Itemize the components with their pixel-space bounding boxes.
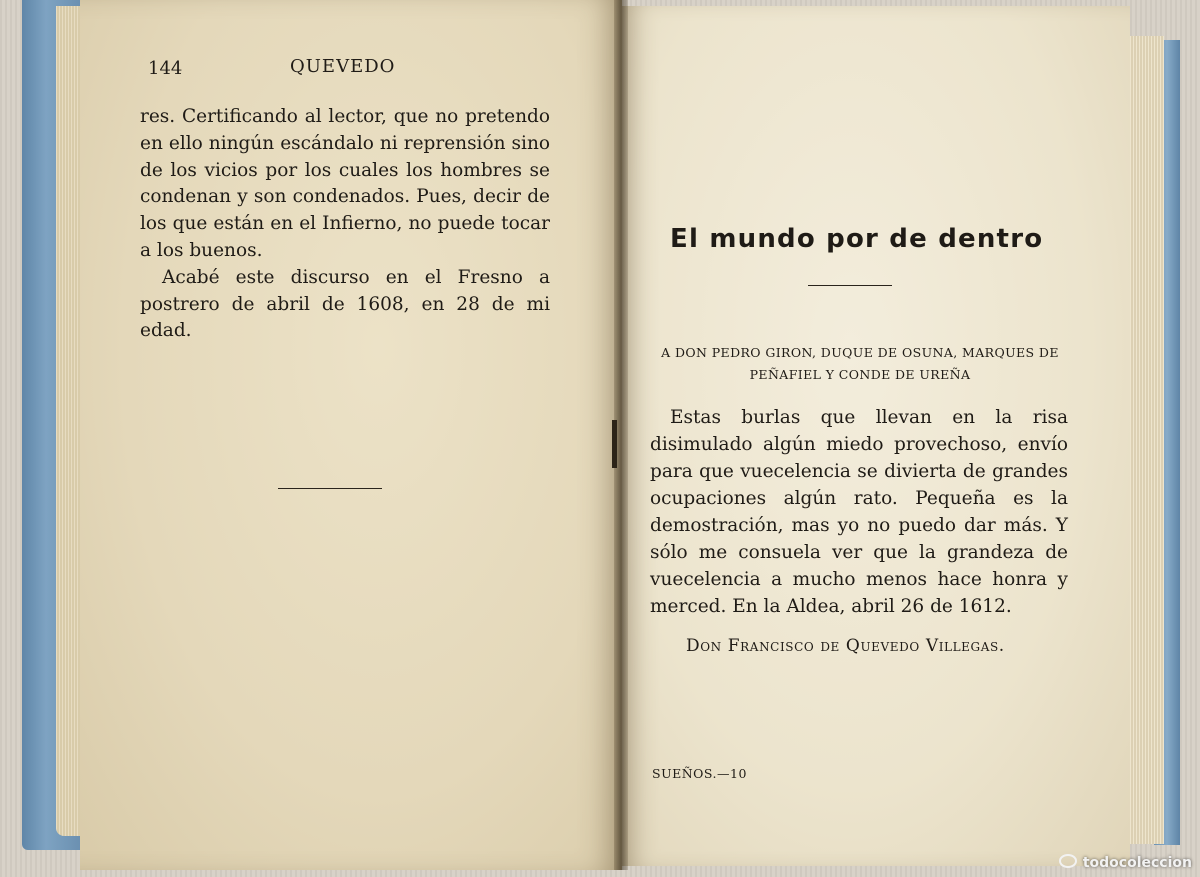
signature-text: Don Francisco de Quevedo Villegas. [686, 636, 1005, 656]
right-paragraph: Estas burlas que llevan en la risa disimulado algún miedo provechoso, envío para que vuecelencia se divierta de grandes ocupaciones algún rato. Pequeña es la demostración, mas yo no puedo dar más. Y sólo me consuela ver que la grandeza de vuecelencia a mucho menos hace honra y merced. En la Aldea, abril 26 de 1612. [650, 407, 1068, 617]
watermark-text: todocoleccion [1082, 855, 1192, 871]
left-paragraph-2: Acabé este discurso en el Fresno a postrero de abril de 1608, en 28 de mi edad. [140, 266, 550, 342]
author-signature [686, 636, 1005, 656]
dedication: A DON PEDRO GIRON, DUQUE DE OSUNA, MARQUES DE PEÑAFIEL Y CONDE DE UREÑA [661, 345, 1059, 382]
watermark [1059, 854, 1192, 871]
running-head: QUEVEDO [290, 56, 396, 77]
chapter-title: El mundo por de dentro [670, 224, 1044, 254]
signature-mark: SUEÑOS.—10 [652, 766, 747, 781]
right-page-text [650, 404, 1068, 620]
page-edges-right [1124, 36, 1164, 844]
page-number: 144 [148, 58, 183, 79]
todocoleccion-logo-icon [1059, 854, 1077, 868]
title-rule [808, 285, 892, 286]
left-page-text [140, 104, 550, 345]
binding-thread [612, 420, 617, 468]
section-end-rule [278, 488, 382, 489]
left-paragraph-1: res. Certificando al lector, que no pretendo en ello ningún escándalo ni reprensión sino de los vicios por los cuales los hombres se condenan y son condenados. Pues, decir de los que están en el Infierno, no puede tocar a los buenos. [140, 106, 550, 261]
